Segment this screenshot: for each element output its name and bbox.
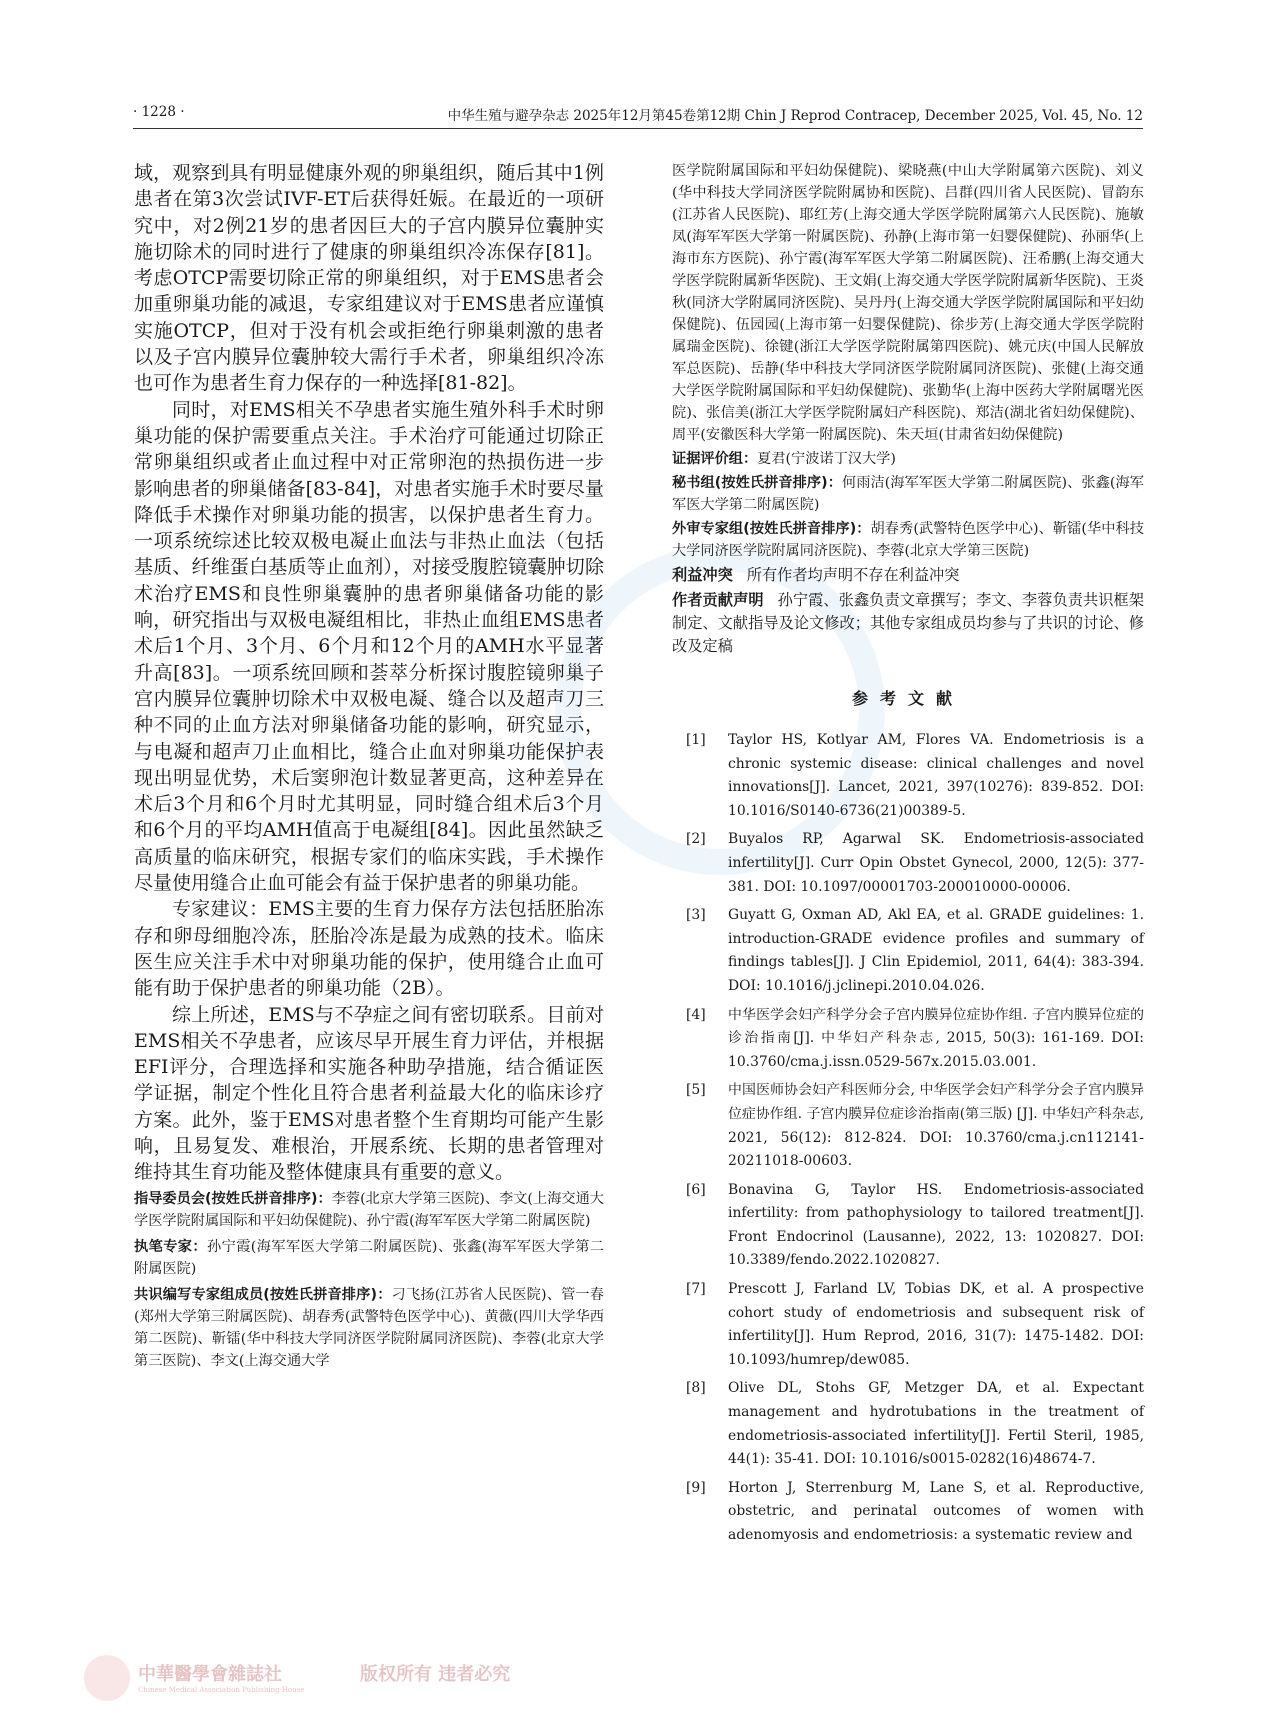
publisher-name-en: Chinese Medical Association Publishing House — [138, 1686, 305, 1694]
reference-text: Prescott J, Farland LV, Tobias DK, et al. A prospective cohort study of endometriosis and subsequent risk of infertility[J]. Hum Reprod, 2016, 31(7): 1475-1482. DOI: 10.1093/humrep/dew085. — [728, 1281, 1144, 1368]
reference-text: 中华医学会妇产科学分会子宫内膜异位症协作组. 子宫内膜异位症的诊治指南[J]. 中华妇产科杂志, 2015, 50(3): 161-169. DOI: 10.3760/cma.j.issn.0529-567x.2015.03.001. — [728, 1006, 1144, 1070]
reference-item — [672, 1278, 1144, 1372]
page-number: · 1228 · — [133, 104, 185, 120]
reference-number: [6] — [686, 1181, 706, 1198]
external-review-members: 胡春秀(武警特色医学中心)、靳镭(华中科技大学同济医学院附属同济医院)、李蓉(北京大学第三医院) — [672, 521, 1144, 559]
author-contribution — [672, 589, 1144, 658]
body-paragraph-2: 同时，对EMS相关不孕患者实施生殖外科手术时卵巢功能的保护需要重点关注。手术治疗可能通过切除正常卵巢组织或者止血过程中对正常卵泡的热损伤进一步影响患者的卵巢储备[83-84]，对患者实施手术时要尽量降低手术操作对卵巢功能的损害，以保护患者生育力。一项系统综述比较双极电凝止血法与非热止血法（包括基质、纤维蛋白基质等止血剂），对接受腹腔镜囊肿切除术治疗EMS和良性卵巢囊肿的患者卵巢储备功能的影响，研究指出与双极电凝组相比，非热止血组EMS患者术后1个月、3个月、6个月和12个月的AMH水平显著升高[83]。一项系统回顾和荟萃分析探讨腹腔镜卵巢子宫内膜异位囊肿切除术中双极电凝、缝合以及超声刀三种不同的止血方法对卵巢储备功能的影响，研究显示，与电凝和超声刀止血相比，缝合止血对卵巢功能保护表现出明显优势，术后窦卵泡计数显著更高，这种差异在术后3个月和6个月时尤其明显，同时缝合组术后3个月和6个月的平均AMH值高于电凝组[84]。因此虽然缺乏高质量的临床研究，根据专家们的临床实践，手术操作尽量使用缝合止血可能会有益于保护患者的卵巢功能。 — [134, 398, 604, 895]
contribution-label: 作者贡献声明 — [672, 591, 764, 609]
steering-committee-label: 指导委员会(按姓氏拼音排序)： — [134, 1190, 332, 1207]
reference-text: Olive DL, Stohs GF, Metzger DA, et al. Expectant management and hydrotubations in the treatment of endometriosis-associated infertility[J]. Fertil Steril, 1985, 44(1): 35-41. DOI: 10.1016/s0015-0282(16)48674-7. — [728, 1380, 1144, 1468]
writing-experts-label: 执笔专家： — [134, 1238, 207, 1255]
expert-group-continued: 医学院附属国际和平妇幼保健院)、梁晓燕(中山大学附属第六医院)、刘义(华中科技大学同济医学院附属协和医院)、吕群(四川省人民医院)、冒韵东(江苏省人民医院)、耶红芳(上海交通大学医学院附属第六人民医院)、施敏凤(海军军医大学第一附属医院)、孙静(上海市第一妇婴保健院)、孙丽华(上海市东方医院)、孙宁霞(海军军医大学第二附属医院)、汪希鹏(上海交通大学医学院附属新华医院)、王文娟(上海交通大学医学院附属新华医院)、王炎秋(同济大学附属同济医院)、吴丹丹(上海交通大学医学院附属国际和平妇幼保健院)、伍园园(上海市第一妇婴保健院)、徐步芳(上海交通大学医学院附属瑞金医院)、徐键(浙江大学医学院附属第四医院)、姚元庆(中国人民解放军总医院)、岳静(华中科技大学同济医学院附属同济医院)、张健(上海交通大学医学院附属国际和平妇幼保健院)、张勤华(上海中医药大学附属曙光医院)、张信美(浙江大学医学院附属妇产科医院)、郑洁(湖北省妇幼保健院)、周平(安徽医科大学第一附属医院)、朱天垣(甘肃省妇幼保健院) — [672, 163, 1144, 443]
writing-experts — [134, 1236, 604, 1280]
reference-item — [672, 1477, 1144, 1548]
reference-number: [4] — [686, 1006, 706, 1023]
secretary-group-members: 何雨洁(海军军医大学第二附属医院)、张鑫(海军军医大学第二附属医院) — [672, 475, 1144, 513]
steering-committee-members: 李蓉(北京大学第三医院)、李文(上海交通大学医学院附属国际和平妇幼保健院)、孙宁霞(海军军医大学第二附属医院) — [134, 1190, 604, 1229]
reference-number: [2] — [686, 831, 706, 848]
page-header — [133, 104, 1143, 129]
reference-text: Taylor HS, Kotlyar AM, Flores VA. Endometriosis is a chronic systemic disease: clinical challenges and novel innovations[J]. Lancet, 2021, 397(10276): 839-852. DOI: 10.1016/S0140-6736(21)00389-5. — [728, 732, 1144, 819]
reference-text: Bonavina G, Taylor HS. Endometriosis-associated infertility: from pathophysiology to tailored treatment[J]. Front Endocrinol (Lausanne), 2022, 13: 1020827. DOI: 10.3389/fendo.2022.1020827. — [728, 1181, 1144, 1269]
reference-number: [8] — [686, 1380, 706, 1397]
conflict-text: 所有作者均声明不存在利益冲突 — [746, 566, 960, 584]
expert-group-label: 共识编写专家组成员(按姓氏拼音排序)： — [134, 1286, 392, 1303]
reference-text: Buyalos RP, Agarwal SK. Endometriosis-associated infertility[J]. Curr Opin Obstet Gynecol, 2000, 12(5): 377-381. DOI: 10.1097/00001703-200010000-00006. — [728, 831, 1144, 895]
reference-item — [672, 1377, 1144, 1471]
reference-text: Horton J, Sterrenburg M, Lane S, et al. Reproductive, obstetric, and perinatal outcomes of women with adenomyosis and endometriosis: a systematic review and — [728, 1479, 1144, 1543]
expert-group — [134, 1284, 604, 1372]
body-paragraph-4: 综上所述，EMS与不孕症之间有密切联系。目前对EMS相关不孕患者，应该尽早开展生育力评估，并根据EFI评分，合理选择和实施各种助孕措施，结合循证医学证据，制定个性化且符合患者利益最大化的临床诊疗方案。此外，鉴于EMS对患者整个生育期均可能产生影响，且易复发、难根治，开展系统、长期的患者管理对维持其生育功能及整体健康具有重要的意义。 — [134, 1003, 604, 1184]
copyright-notice: 版权所有 违者必究 — [360, 1664, 511, 1685]
right-column — [672, 160, 1144, 1553]
conflict-label: 利益冲突 — [672, 566, 733, 584]
secretary-group-label: 秘书组(按姓氏拼音排序)： — [672, 475, 842, 491]
conflict-of-interest — [672, 564, 1144, 587]
external-review-label: 外审专家组(按姓氏拼音排序)： — [672, 521, 871, 537]
expert-group-members-left: 刁飞扬(江苏省人民医院)、管一春(郑州大学第三附属医院)、胡春秀(武警特色医学中心)、黄薇(四川大学华西第二医院)、靳镭(华中科技大学同济医学院附属同济医院)、李蓉(北京大学第三医院)、李文(上海交通大学 — [134, 1286, 604, 1369]
reference-list — [672, 729, 1144, 1548]
reference-item — [672, 1079, 1144, 1173]
contribution-text: 孙宁霞、张鑫负责文章撰写；李文、李蓉负责共识框架制定、文献指导及论文修改；其他专家组成员均参与了共识的讨论、修改及定稿 — [672, 591, 1145, 655]
reference-number: [5] — [686, 1082, 706, 1099]
evidence-group-members: 夏君(宁波诺丁汉大学) — [757, 451, 896, 467]
evidence-group — [672, 448, 1144, 470]
writing-experts-members: 孙宁霞(海军军医大学第二附属医院)、张鑫(海军军医大学第二附属医院) — [134, 1238, 604, 1277]
reference-number: [1] — [686, 732, 706, 748]
reference-item — [672, 904, 1144, 998]
reference-text: 中国医师协会妇产科医师分会, 中华医学会妇产科学分会子宫内膜异位症协作组. 子宫内膜异位症诊治指南(第三版) [J]. 中华妇产科杂志, 2021, 56(12): 812-824. DOI: 10.3760/cma.j.cn112141-20211018-00603. — [728, 1082, 1144, 1170]
reference-item — [672, 1004, 1144, 1075]
reference-item — [672, 1179, 1144, 1273]
reference-number: [7] — [686, 1281, 706, 1298]
steering-committee — [134, 1188, 604, 1232]
reference-number: [9] — [686, 1479, 706, 1496]
publisher-logo-icon — [84, 1655, 130, 1701]
reference-number: [3] — [686, 907, 706, 924]
evidence-group-label: 证据评价组： — [672, 451, 758, 467]
references-heading: 参考文献 — [851, 689, 964, 708]
reference-item — [672, 828, 1144, 899]
secretary-group — [672, 472, 1144, 516]
publisher-name: 中華醫學會雜誌社 — [138, 1664, 282, 1685]
body-paragraph-1: 域，观察到具有明显健康外观的卵巢组织，随后其中1例患者在第3次尝试IVF-ET后获得妊娠。在最近的一项研究中，对2例21岁的患者因巨大的子宫内膜异位囊肿实施切除术的同时进行了健康的卵巢组织冷冻保存[81]。考虑OTCP需要切除正常的卵巢组织，对于EMS患者会加重卵巢功能的减退，专家组建议对于EMS患者应谨慎实施OTCP，但对于没有机会或拒绝行卵巢刺激的患者以及子宫内膜异位囊肿较大需行手术者，卵巢组织冷冻也可作为患者生育力保存的一种选择[81-82]。 — [134, 162, 604, 395]
left-column — [134, 160, 604, 1372]
external-review-group — [672, 518, 1144, 562]
reference-item — [672, 729, 1144, 823]
reference-text: Guyatt G, Oxman AD, Akl EA, et al. GRADE guidelines: 1. introduction-GRADE evidence profiles and summary of findings tables[J]. J Clin Epidemiol, 2011, 64(4): 383-394. DOI: 10.1016/j.jclinepi.2010.04.026. — [728, 907, 1144, 994]
body-paragraph-3: 专家建议：EMS主要的生育力保存方法包括胚胎冻存和卵母细胞冷冻，胚胎冷冻是最为成熟的技术。临床医生应关注手术中对卵巢功能的保护，使用缝合止血可能有助于保护患者的卵巢功能（2B）。 — [134, 898, 604, 1000]
journal-running-title: 中华生殖与避孕杂志 2025年12月第45卷第12期 Chin J Reprod Contracep, December 2025, Vol. 45, No. 12 — [447, 108, 1143, 124]
